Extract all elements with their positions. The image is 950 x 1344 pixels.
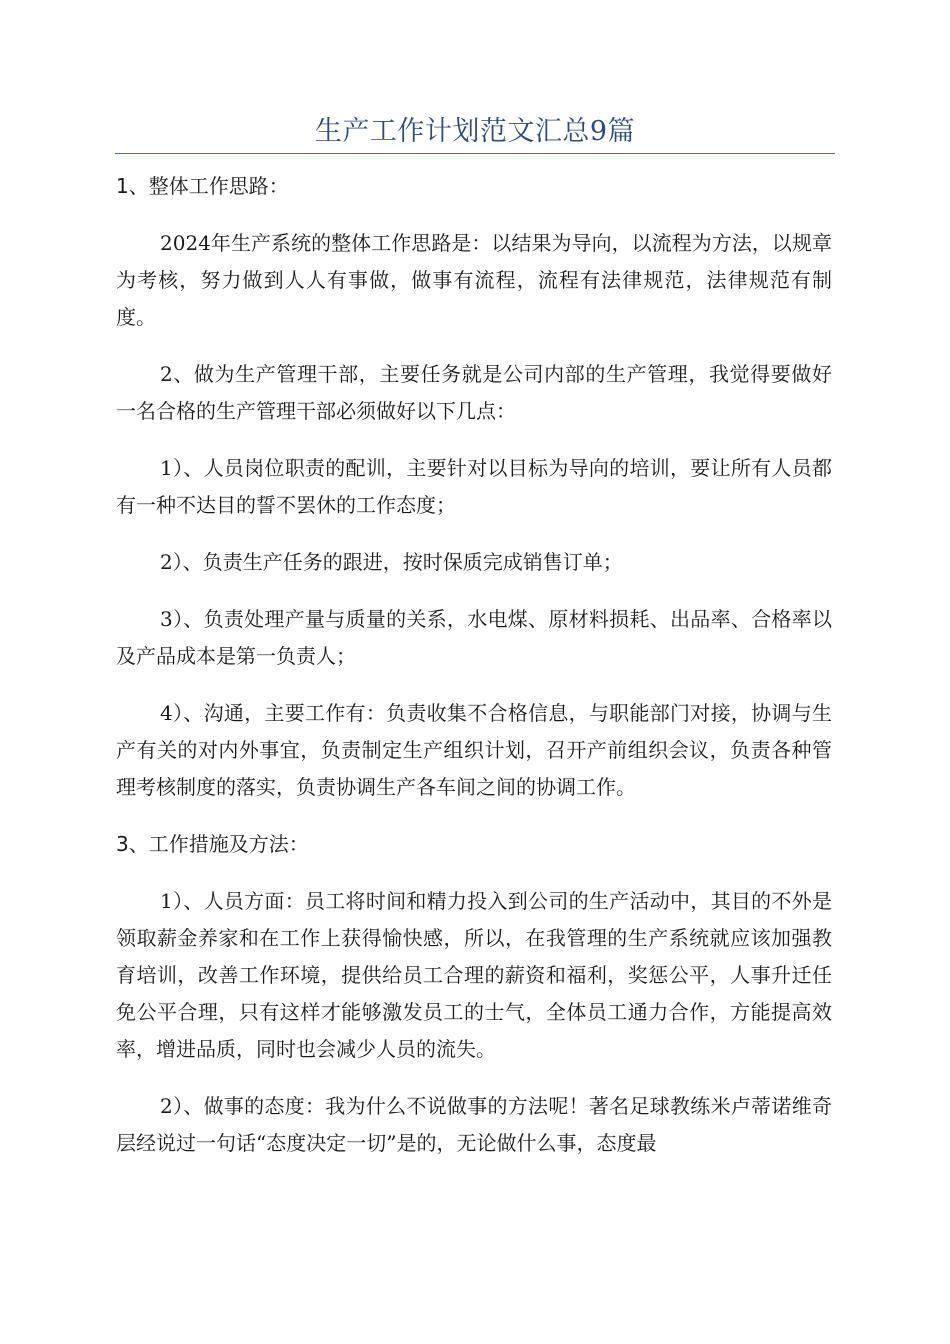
document-title: 生产工作计划范文汇总9篇 [314,116,636,147]
paragraph: 2、做为生产管理干部，主要任务就是公司内部的生产管理，我觉得要做好一名合格的生产管理干部必须做好以下几点： [116,362,832,423]
paragraph: 1）、人员方面：员工将时间和精力投入到公司的生产活动中，其目的不外是领取薪金养家和在工作上获得愉快感，所以，在我管理的生产系统就应该加强教育培训，改善工作环境，提供给员工合理的薪资和福利，奖惩公平，人事升迁任免公平合理，只有这样才能够激发员工的士气，全体员工通力合作，方能提高效率，增进品质，同时也会减少人员的流失。 [116,889,832,1061]
paragraph: 4）、沟通，主要工作有：负责收集不合格信息，与职能部门对接，协调与生产有关的对内外事宜，负责制定生产组织计划，召开产前组织会议，负责各种管理考核制度的落实，负责协调生产各车间之间的协调工作。 [116,701,832,799]
paragraph: 2）、做事的态度：我为什么不说做事的方法呢！著名足球教练米卢蒂诺维奇层经说过一句话“态度决定一切”是的，无论做什么事，态度最 [116,1094,832,1155]
paragraph: 2）、负责生产任务的跟进，按时保质完成销售订单； [160,550,623,574]
title-underline [115,153,835,154]
paragraph: 2024年生产系统的整体工作思路是：以结果为导向，以流程为方法，以规章为考核，努力做到人人有事做，做事有流程，流程有法律规范，法律规范有制度。 [116,231,832,329]
document-body [116,168,832,1182]
paragraph: 1）、人员岗位职责的配训，主要针对以目标为导向的培训，要让所有人员都有一种不达目的誓不罢休的工作态度； [116,456,832,517]
section-heading: 3、工作措施及方法： [116,832,309,856]
paragraph: 3）、负责处理产量与质量的关系，水电煤、原材料损耗、出品率、合格率以及产品成本是第一负责人； [116,607,832,668]
section-heading: 1、整体工作思路： [116,174,289,198]
